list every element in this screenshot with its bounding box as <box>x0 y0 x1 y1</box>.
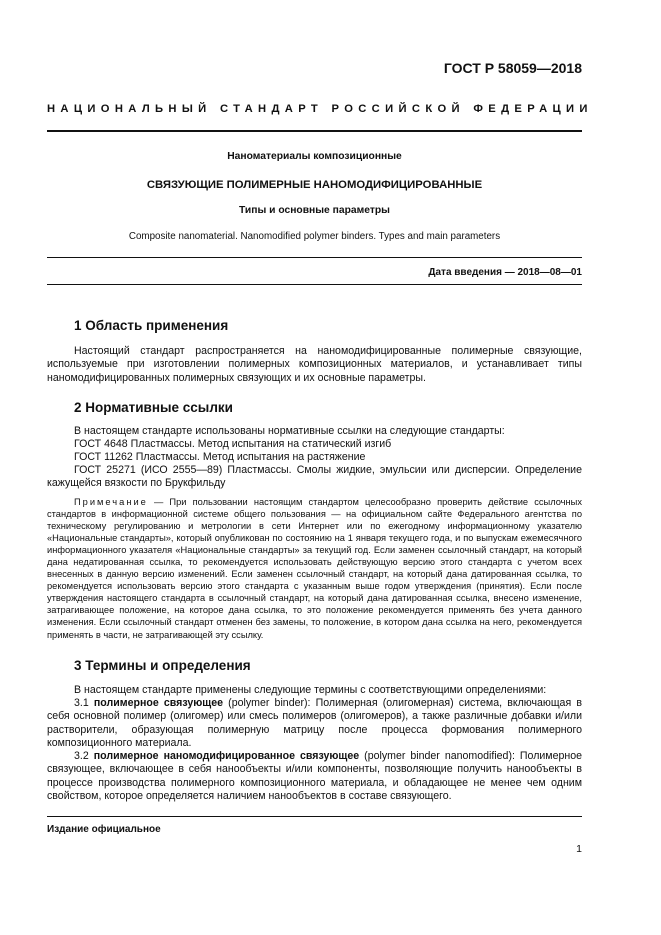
reference-item: ГОСТ 4648 Пластмассы. Метод испытания на статический изгиб <box>74 438 392 450</box>
term-number: 3.2 <box>74 750 94 762</box>
reference-item: ГОСТ 11262 Пластмассы. Метод испытания на растяжение <box>74 451 366 463</box>
document-code: ГОСТ Р 58059—2018 <box>443 60 582 76</box>
title-line-2: СВЯЗУЮЩИЕ ПОЛИМЕРНЫЕ НАНОМОДИФИЦИРОВАННЫЕ <box>146 179 483 191</box>
term-name: полимерное наномодифицированное связующее <box>93 750 360 762</box>
reference-item: ГОСТ 25271 (ИСО 2555—89) Пластмассы. Смолы жидкие, эмульсии или дисперсии. Определение кажущейся вязкости по Брукфильду <box>47 464 582 490</box>
title-line-3: Типы и основные параметры <box>239 205 390 216</box>
note-block <box>47 496 582 641</box>
term-definition <box>47 697 582 750</box>
national-standard-banner: НАЦИОНАЛЬНЫЙ СТАНДАРТ РОССИЙСКОЙ ФЕДЕРАЦИИ <box>47 103 593 115</box>
header-rule <box>47 130 582 132</box>
date-rule <box>47 284 582 285</box>
note-label: Примечание <box>74 497 148 507</box>
term-text: (polymer binder): Полимерная (олигомерная) система, включающая в себя основной полимер (олигомер) или смесь полимеров (олигомеров), а также различные добавки и/или растворители, образующая полимерную матрицу после процесса формования полимерного композиционного материала. <box>47 697 582 749</box>
term-text: (polymer binder nanomodified): Полимерное связующее, включающее в себя нанообъекты и/или компоненты, позволяющие получить нанообъекты в процессе производства полимерного композиционного материала, и обладающее не менее чем одним свойством, которое определяется наличием нанообъектов в составе связующего. <box>47 750 583 802</box>
footer-rule <box>47 816 582 817</box>
note-text: — При пользовании настоящим стандартом целесообразно проверить действие ссылочных стандартов в информационной системе общего пользования — на официальном сайте Федерального агентства по техническому регулированию и метрологии в сети Интернет или по ежегодному информационному указателю «Национальные стандарты», который опубликован по состоянию на 1 января текущего года, и по выпускам ежемесячного информационного указателя «Национальные стандарты» за текущий год. Если заменен ссылочный стандарт, на который дана недатированная ссылка, то рекомендуется использовать действующую версию этого стандарта с учетом всех внесенных в данную версию изменений. Если заменен ссылочный стандарт, на который дана датированная ссылка, то рекомендуется использовать версию этого стандарта с указанным выше годом утверждения (принятия). Если после утверждения настоящего стандарта в ссылочный стандарт, на который дана датированная ссылка, внесено изменение, затрагивающее положение, на которое дана ссылка, то это положение рекомендуется применять без учета данного изменения. Если ссылочный стандарт отменен без замены, то положение, в котором дана ссылка на него, рекомендуется применять в части, не затрагивающей эту ссылку. <box>47 497 582 640</box>
section-1-heading: 1 Область применения <box>74 318 229 333</box>
title-rule <box>47 257 582 258</box>
section-2-heading: 2 Нормативные ссылки <box>74 400 233 415</box>
term-number: 3.1 <box>74 697 94 709</box>
section-3-heading: 3 Термины и определения <box>74 658 251 673</box>
section-2-intro: В настоящем стандарте использованы нормативные ссылки на следующие стандарты: <box>74 425 505 437</box>
edition-label: Издание официальное <box>47 824 161 835</box>
page-number: 1 <box>576 843 582 855</box>
english-title: Composite nanomaterial. Nanomodified polymer binders. Types and main parameters <box>128 231 501 242</box>
term-name: полимерное связующее <box>93 697 223 709</box>
introduction-date: Дата введения — 2018—08—01 <box>428 267 582 278</box>
term-definition <box>47 750 582 803</box>
section-3-intro: В настоящем стандарте применены следующие термины с соответствующими определениями: <box>74 684 547 696</box>
title-line-1: Наноматериалы композиционные <box>227 151 402 162</box>
section-1-text: Настоящий стандарт распространяется на наномодифицированные полимерные связующие, используемые при изготовлении полимерных композиционных материалов, и устанавливает типы наномодифицированных полимерных связующих и их основные параметры. <box>47 345 582 384</box>
